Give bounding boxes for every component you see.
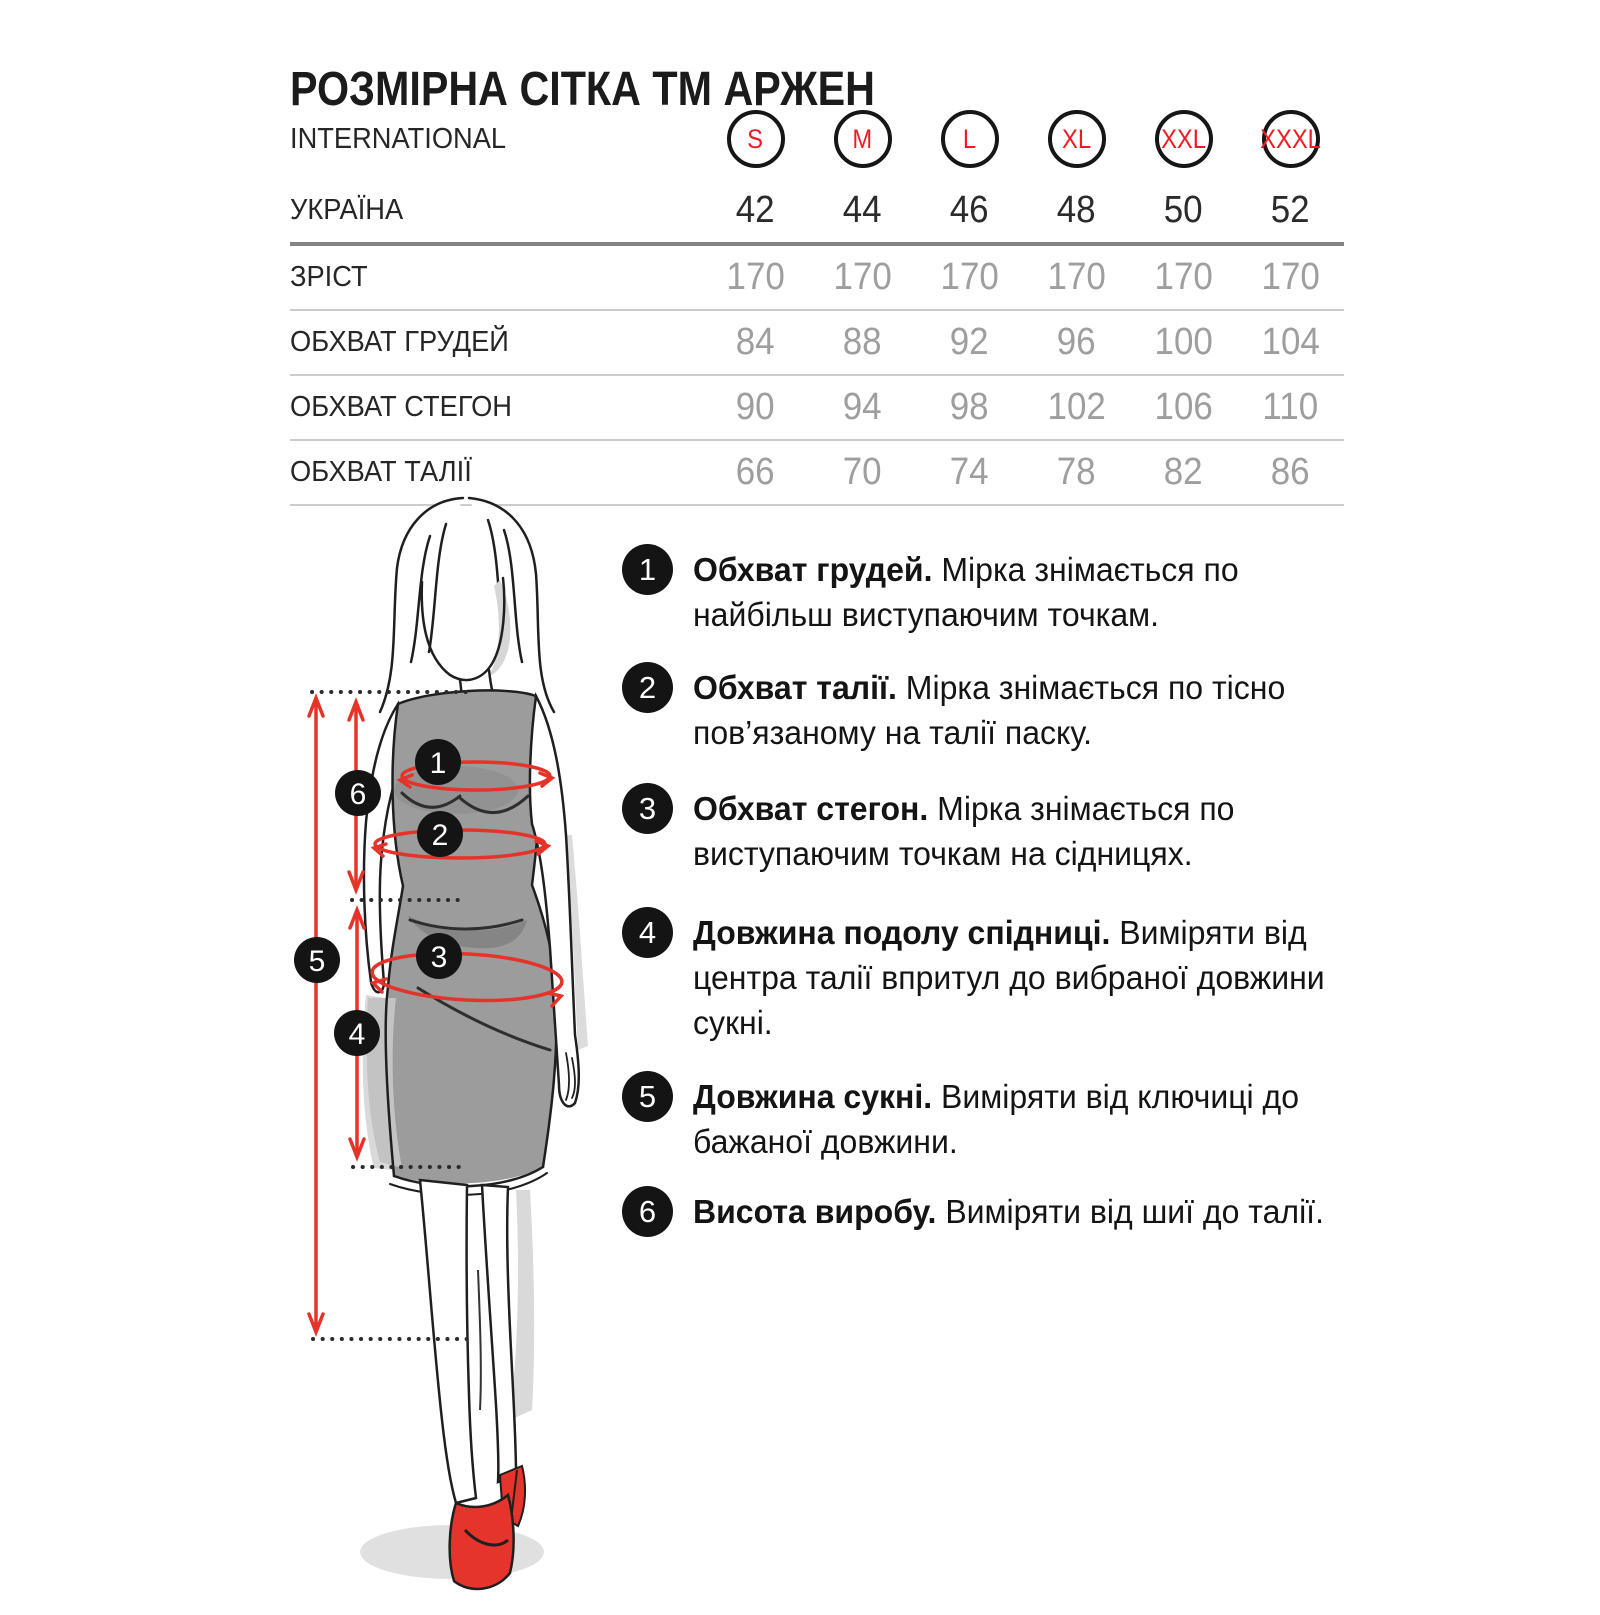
legend-item-2 [622, 662, 1367, 755]
ua-size: 46 [950, 188, 989, 231]
legend-text-6 [693, 1189, 1341, 1234]
figure-marker-4: 4 [348, 1018, 366, 1051]
legend-text-3 [693, 786, 1341, 876]
size-label: XL [1061, 123, 1092, 154]
figure-marker-3: 3 [430, 941, 448, 974]
legend-text-5 [693, 1074, 1341, 1164]
ua-size: 42 [736, 188, 775, 231]
page-title: РОЗМІРНА СІТКА ТМ АРЖЕН [290, 63, 875, 117]
legend-badge-1 [622, 544, 673, 595]
cell-value: 86 [1271, 451, 1310, 493]
figure-svg [270, 490, 630, 1610]
cell-value: 102 [1047, 386, 1106, 428]
figure-marker-5: 5 [308, 945, 326, 978]
cell-value: 170 [1047, 256, 1106, 298]
table-row-hips [290, 374, 1344, 439]
cell-value: 78 [1057, 451, 1096, 493]
calf-stroke [478, 1270, 481, 1410]
legend-item-4 [622, 907, 1367, 1045]
size-label: XXXL [1260, 123, 1321, 154]
figure-marker-6: 6 [349, 778, 367, 811]
row-label-ukraine: УКРАЇНА [290, 193, 404, 226]
cell-value: 170 [726, 256, 785, 298]
legend-term: Висота виробу. [693, 1193, 937, 1230]
legend-term: Довжина подолу спідниці. [693, 914, 1111, 951]
legend-badge-2 [622, 662, 673, 713]
legend-desc: Мірка знімається по найбільш виступаючим точкам. [693, 551, 1239, 633]
cell-value: 66 [736, 451, 775, 493]
cell-value: 82 [1164, 451, 1203, 493]
ua-size: 52 [1271, 188, 1310, 231]
cell-value: 94 [843, 386, 882, 428]
size-circle-s [727, 110, 785, 168]
row-label-bust: ОБХВАТ ГРУДЕЙ [290, 326, 509, 358]
cell-value: 74 [950, 451, 989, 493]
legend-number: 5 [638, 1078, 657, 1114]
row-label-international: INTERNATIONAL [290, 122, 507, 155]
legend-text-4 [693, 910, 1341, 1045]
legend-desc: Виміряти від центра талії впритул до вибраної довжини сукні. [693, 914, 1325, 1041]
cell-value: 100 [1154, 321, 1213, 363]
legend-item-3 [622, 783, 1367, 876]
size-label: M [852, 123, 873, 154]
size-circle-xl [1048, 110, 1106, 168]
cell-value: 104 [1261, 321, 1320, 363]
row-label-waist: ОБХВАТ ТАЛІЇ [290, 456, 472, 488]
front-leg [420, 1180, 476, 1503]
legend-desc: Виміряти від шиї до талії. [945, 1193, 1324, 1230]
legend-badge-4 [622, 907, 673, 958]
cell-value: 70 [843, 451, 882, 493]
figure-marker-2: 2 [431, 819, 449, 852]
legend-badge-6 [622, 1186, 673, 1237]
table-row-height [290, 242, 1344, 309]
legend-badge-5 [622, 1071, 673, 1122]
legend-text-1 [693, 547, 1341, 637]
ua-size: 48 [1057, 188, 1096, 231]
size-circle-m [834, 110, 892, 168]
cell-value: 92 [950, 321, 989, 363]
legend-term: Довжина сукні. [693, 1078, 933, 1115]
cell-value: 170 [833, 256, 892, 298]
cell-value: 84 [736, 321, 775, 363]
legend-desc: Мірка знімається по тісно пов’язаному на талії паску. [693, 669, 1286, 751]
legend-term: Обхват талії. [693, 669, 897, 706]
cell-value: 170 [1261, 256, 1320, 298]
row-label-hips: ОБХВАТ СТЕГОН [290, 391, 512, 423]
size-circle-l [941, 110, 999, 168]
size-label: S [747, 123, 764, 154]
table-row-ukraine [290, 178, 1344, 242]
size-label: XXL [1161, 123, 1206, 154]
legend-desc: Виміряти від ключиці до бажаної довжини. [693, 1078, 1300, 1160]
legend-badge-3 [622, 783, 673, 834]
cell-value: 170 [1154, 256, 1213, 298]
size-label: L [962, 123, 977, 154]
legend-number: 3 [638, 790, 657, 826]
legend-item-1 [622, 544, 1367, 637]
size-circle-xxxl [1262, 110, 1320, 168]
ua-size: 44 [843, 188, 882, 231]
legend-desc: Мірка знімається по виступаючим точкам на сідницях. [693, 790, 1235, 872]
cell-value: 110 [1262, 386, 1319, 428]
cell-value: 96 [1057, 321, 1096, 363]
legend-item-6 [622, 1186, 1367, 1234]
cell-value: 98 [950, 386, 989, 428]
legend-term: Обхват стегон. [693, 790, 929, 827]
size-table [290, 100, 1344, 506]
legend-number: 2 [638, 669, 657, 705]
cell-value: 88 [843, 321, 882, 363]
cell-value: 106 [1154, 386, 1213, 428]
measurement-figure [270, 490, 630, 1610]
legend-number: 4 [638, 914, 657, 950]
cell-value: 90 [736, 386, 775, 428]
ua-size: 50 [1164, 188, 1203, 231]
legend-number: 6 [638, 1193, 657, 1229]
legend-term: Обхват грудей. [693, 551, 933, 588]
cell-value: 170 [940, 256, 999, 298]
legend-item-5 [622, 1071, 1367, 1164]
figure-marker-1: 1 [429, 747, 447, 780]
legend-number: 1 [638, 551, 657, 587]
size-circle-xxl [1155, 110, 1213, 168]
row-label-height: ЗРІСТ [290, 261, 368, 293]
back-leg [482, 1185, 516, 1482]
table-row-international [290, 100, 1344, 178]
legend-text-2 [693, 665, 1341, 755]
table-row-bust [290, 309, 1344, 374]
